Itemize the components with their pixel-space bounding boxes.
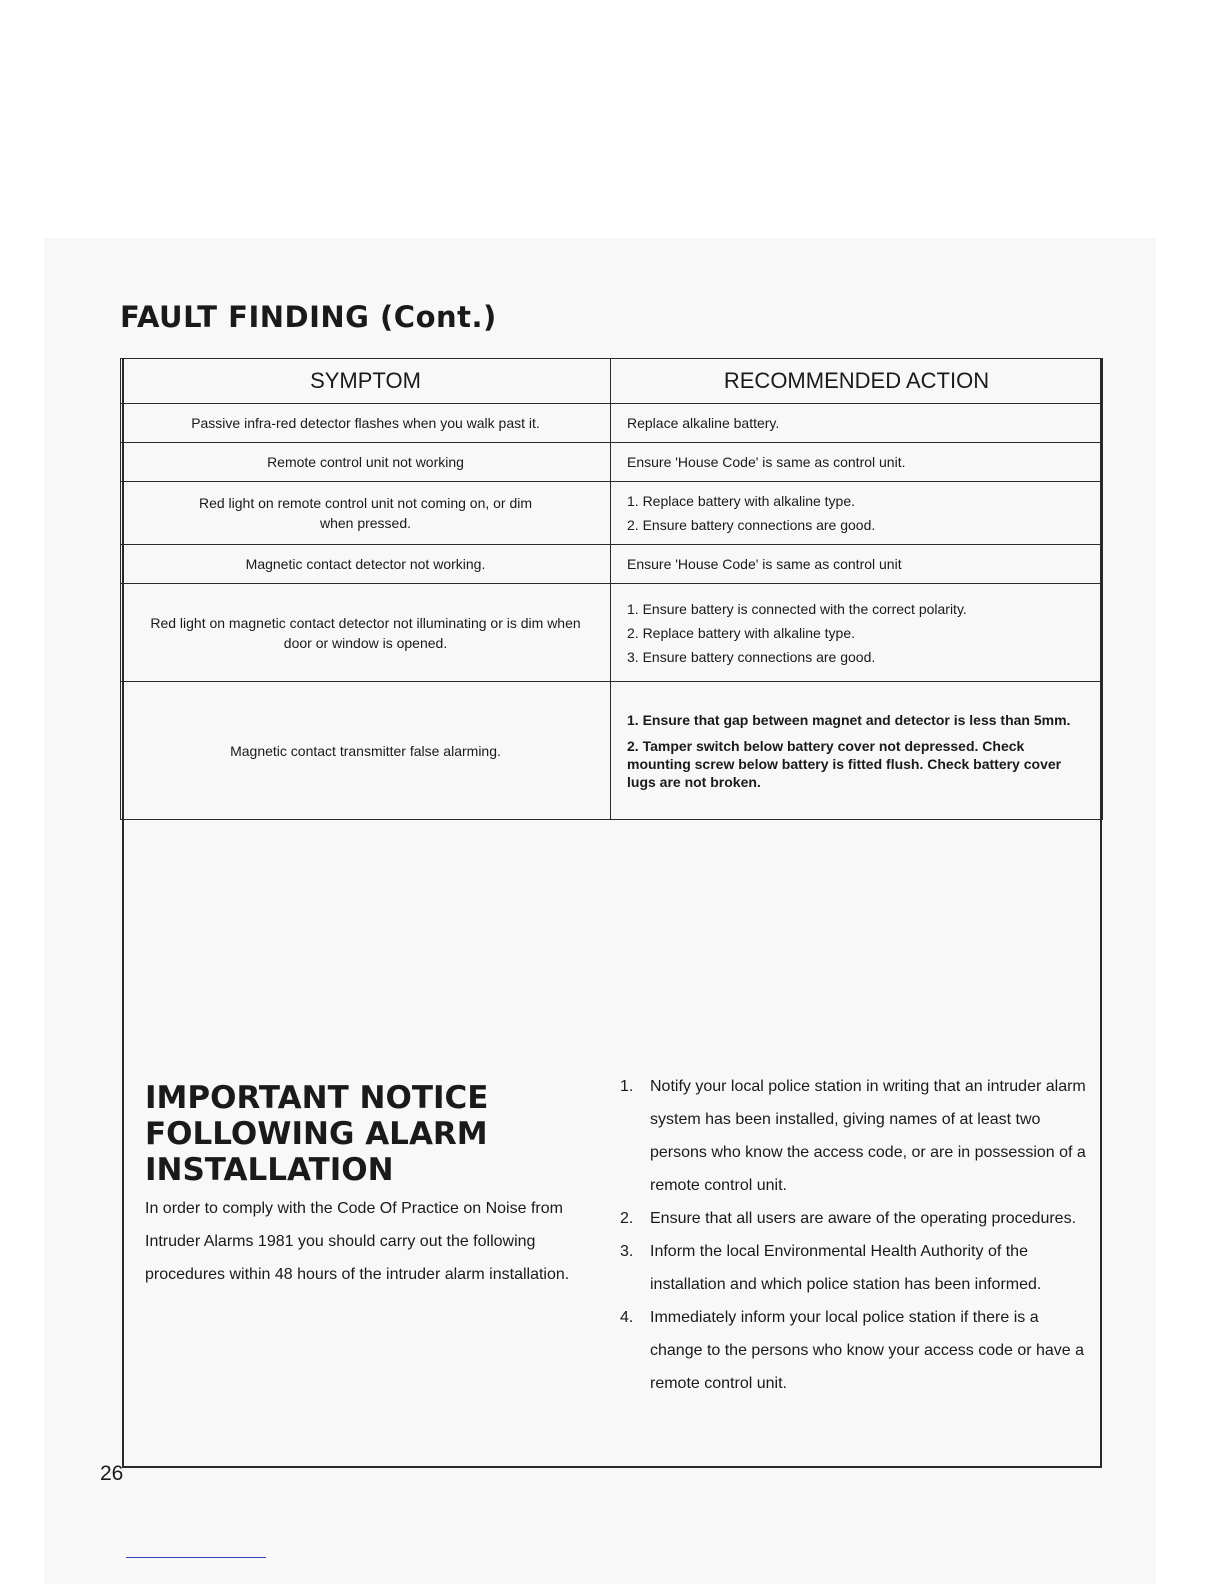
action-step: 2. Tamper switch below battery cover not depressed. Check mounting screw below battery is fitted flush. Check battery cover lugs are not broken. [627,737,1062,790]
table-row [121,584,1103,682]
notice-title-line: IMPORTANT NOTICE [145,1080,489,1116]
step-text: Ensure that all users are aware of the operating procedures. [650,1210,1077,1227]
action-cell [611,482,1103,545]
symptom-cell: Passive infra-red detector flashes when you walk past it. [121,404,611,443]
page-title: FAULT FINDING (Cont.) [120,300,497,334]
bottom-rule [126,1557,266,1558]
action-step: 1. Replace battery with alkaline type. [627,493,856,509]
symptom-cell: Remote control unit not working [121,443,611,482]
page-number: 26 [100,1462,124,1485]
list-item [620,1202,1095,1235]
fault-finding-table [120,358,1103,820]
table-header-row [121,359,1103,404]
table-row [121,682,1103,820]
step-number: 1. [620,1078,634,1095]
step-number: 4. [620,1309,634,1326]
action-step: 1. Ensure battery is connected with the correct polarity. [627,600,967,617]
notice-title [145,1080,585,1188]
table-row [121,545,1103,584]
table-row [121,482,1103,545]
list-item [620,1070,1095,1202]
action-cell [611,584,1103,682]
action-step: Ensure 'House Code' is same as control unit [627,556,902,572]
notice-steps-list [620,1070,1095,1400]
symptom-cell: Red light on remote control unit not coming on, or dim when pressed. [121,482,611,545]
symptom-cell: Magnetic contact detector not working. [121,545,611,584]
notice-title-line: INSTALLATION [145,1152,394,1188]
action-step: 2. Ensure battery connections are good. [627,517,876,533]
notice-title-line: FOLLOWING ALARM [145,1116,488,1152]
action-cell [611,682,1103,820]
symptom-cell: Red light on magnetic contact detector not illuminating or is dim when door or window is opened. [121,584,611,682]
step-text: Inform the local Environmental Health Authority of the installation and which police station has been informed. [650,1243,1042,1293]
action-cell [611,443,1103,482]
action-cell [611,404,1103,443]
step-text: Immediately inform your local police station if there is a change to the persons who know your access code or have a remote control unit. [650,1309,1085,1392]
step-number: 2. [620,1210,634,1227]
action-step: 3. Ensure battery connections are good. [627,648,876,665]
step-number: 3. [620,1243,634,1260]
table-row [121,404,1103,443]
action-step: Ensure 'House Code' is same as control unit. [627,454,906,470]
list-item [620,1301,1095,1400]
table-row [121,443,1103,482]
action-step: 1. Ensure that gap between magnet and detector is less than 5mm. [627,711,1071,728]
list-item [620,1235,1095,1301]
notice-intro: In order to comply with the Code Of Practice on Noise from Intruder Alarms 1981 you should carry out the following procedures within 48 hours of the intruder alarm installation. [145,1200,570,1283]
action-step: 2. Replace battery with alkaline type. [627,624,856,641]
action-column-header: RECOMMENDED ACTION [611,359,1103,404]
action-cell [611,545,1103,584]
step-text: Notify your local police station in writing that an intruder alarm system has been installed, giving names of at least two persons who know the access code, or are in possession of a remote control unit. [650,1078,1086,1194]
action-step: Replace alkaline battery. [627,415,780,431]
symptom-cell: Magnetic contact transmitter false alarming. [121,682,611,820]
symptom-column-header: SYMPTOM [121,359,611,404]
